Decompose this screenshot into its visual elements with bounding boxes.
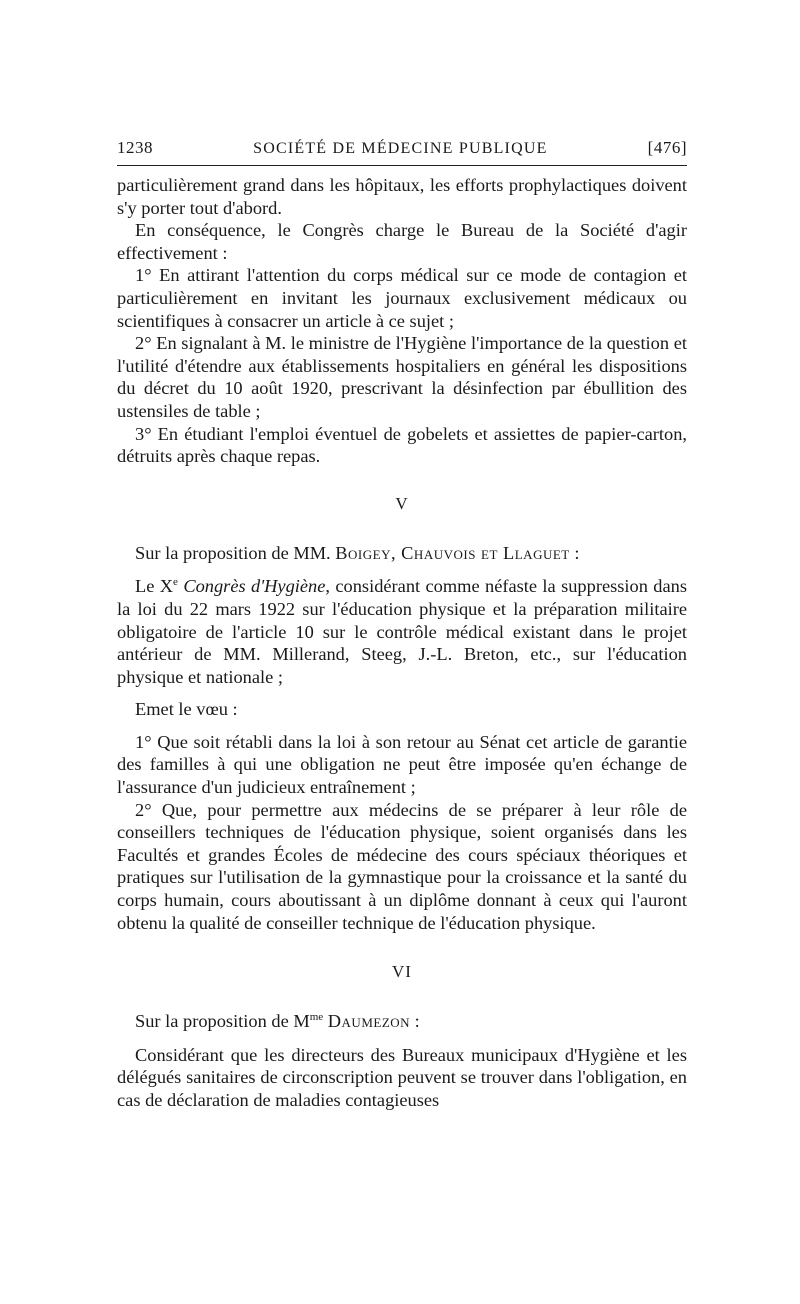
proposal-suffix: : [569, 542, 580, 563]
paragraph: particulièrement grand dans les hôpitaux, les efforts prophylactiques doivent s'y porter tout d'abord. [117, 175, 687, 218]
running-header [117, 138, 687, 166]
superscript: me [309, 1011, 324, 1024]
congress-name: Congrès d'Hygiène [183, 576, 326, 597]
proposal-line [117, 542, 687, 565]
section-number-vi: VI [392, 962, 412, 982]
document-page [117, 138, 687, 1112]
section-vi-body [117, 1010, 687, 1111]
paragraph [117, 575, 687, 688]
page-number: 1238 [117, 138, 153, 157]
proposal-prefix: Sur la proposition de M [135, 1011, 310, 1032]
emet-le-voeu: Emet le vœu : [135, 699, 238, 720]
running-title: SOCIÉTÉ DE MÉDECINE PUBLIQUE [253, 140, 548, 157]
section-number-v: V [395, 493, 409, 513]
paragraph: 1° En attirant l'attention du corps médical sur ce mode de contagion et particulièrement en invitant les journaux exclusivement médicaux ou scientifiques à consacrer un article à ce sujet ; [117, 265, 687, 331]
section-v-body [117, 542, 687, 935]
paragraph: Considérant que les directeurs des Bureaux municipaux d'Hygiène et les délégués sanitaires de circonscription peuvent se trouver dans l'obligation, en cas de déclaration de maladies contagieuses [117, 1044, 687, 1110]
superscript: e [173, 576, 178, 589]
intro-le: Le X [135, 576, 174, 597]
proposal-line [117, 1010, 687, 1033]
intro-rest: , considérant comme néfaste la suppression dans la loi du 22 mars 1922 sur l'éducation physique et la préparation militaire obligatoire de l'article 10 sur le contrôle médical existant dans le projet antérieur de MM. Millerand, Steeg, J.-L. Breton, etc., sur l'éducation physique et nationale ; [117, 576, 687, 687]
paragraph: En conséquence, le Congrès charge le Bureau de la Société d'agir effectivement : [117, 220, 687, 263]
paragraph: 3° En étudiant l'emploi éventuel de gobelets et assiettes de papier-carton, détruits après chaque repas. [117, 423, 687, 467]
body-text-block-1 [117, 174, 687, 468]
paragraph: 1° Que soit rétabli dans la loi à son retour au Sénat cet article de garantie des familles à qui une obligation ne peut être imposée qu'en échange de l'assurance d'un judicieux entraînement ; [117, 731, 687, 798]
bracket-number: [476] [647, 138, 687, 157]
proposer-names: Daumezon [327, 1011, 411, 1032]
paragraph: 2° Que, pour permettre aux médecins de se préparer à leur rôle de conseillers techniques de l'éducation physique, soient organisés dans les Facultés et grandes Écoles de médecine des cours spéciaux théoriques et pratiques sur l'utilisation de la gymnastique pour la croissance et la santé du corps humain, cours aboutissant à un diplôme donnant à ceux qui l'auront obtenu la qualité de conseiller technique de l'éducation physique. [117, 799, 687, 933]
proposal-prefix: Sur la proposition de MM. [135, 542, 331, 563]
paragraph: 2° En signalant à M. le ministre de l'Hygiène l'importance de la question et l'utilité d'étendre aux établissements hospitaliers en général les dispositions du décret du 10 août 1920, prescrivant la désinfection par ébullition des ustensiles de table ; [117, 333, 687, 421]
proposer-names: Boigey, Chauvois et Llaguet [335, 542, 570, 563]
proposal-suffix: : [410, 1011, 420, 1032]
